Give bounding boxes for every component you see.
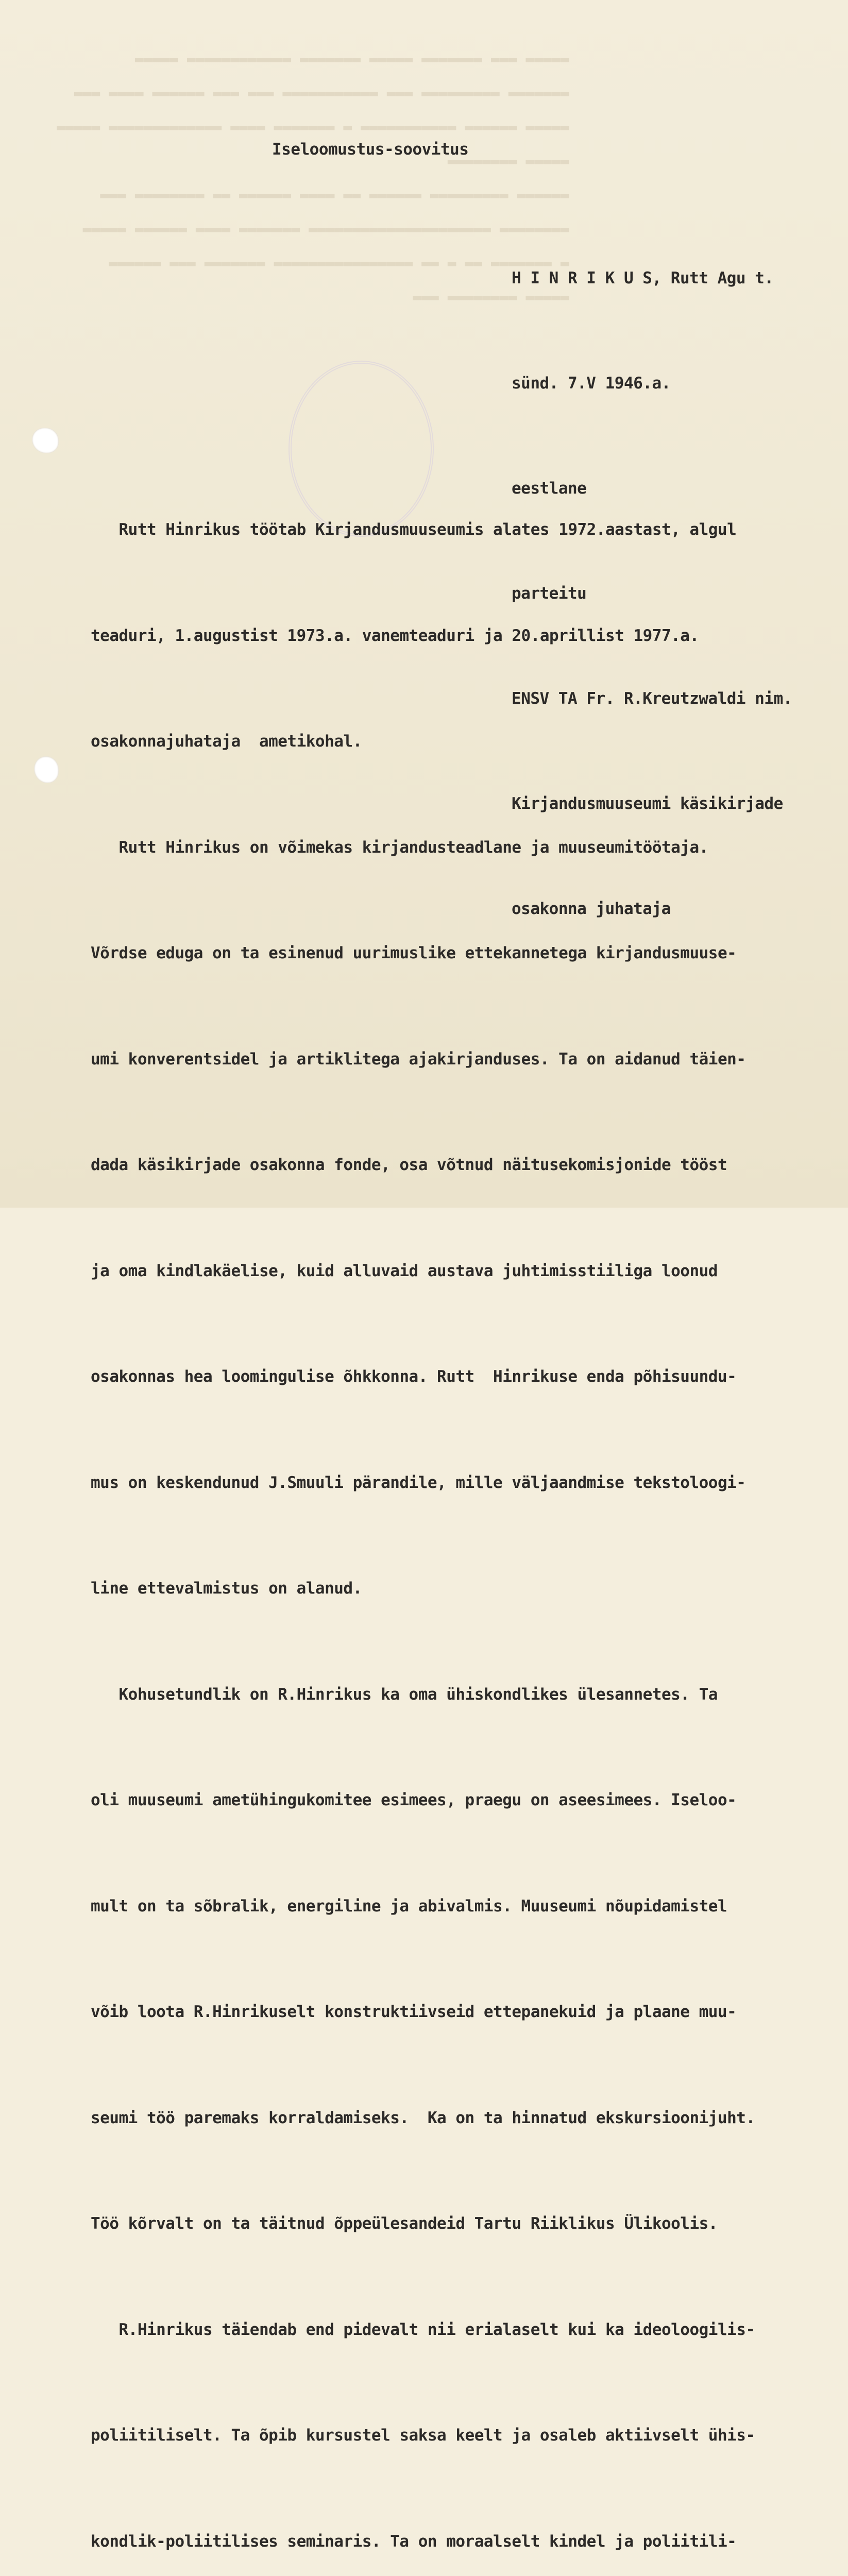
bleed-through-texture: ▬▬▬▬▬ ▬▬▬ ▬▬▬▬▬▬▬ ▬▬▬▬▬ ▬▬▬▬▬▬▬ ▬▬▬▬▬▬▬▬▬▬▬▬ ▬▬▬▬▬ ▬▬▬▬▬▬▬ ▬▬▬▬▬▬▬▬▬ ▬▬▬ ▬▬▬▬▬▬▬▬▬▬▬ ▬▬▬ ▬▬▬ ▬▬▬▬▬▬ ▬▬▬▬ ▬▬▬ ▬▬▬▬▬ ▬▬▬▬▬▬ ▬▬▬▬▬▬▬▬▬▬▬ ▬ ▬▬▬▬▬▬▬ ▬▬▬▬ ▬▬▬▬▬▬▬▬▬▬▬▬▬ ▬▬▬▬▬ ▬▬▬▬▬ ▬▬▬▬▬▬▬▬ ▬▬▬▬▬▬ ▬▬▬▬▬▬▬▬▬ ▬▬▬▬▬▬ ▬▬ ▬▬▬▬ ▬▬▬▬▬▬ ▬▬ ▬▬▬▬▬▬▬▬ ▬▬▬ ▬▬▬▬▬▬▬▬ ▬▬▬▬▬▬▬▬▬▬▬▬▬▬▬▬▬▬▬▬▬ ▬▬▬▬▬▬▬ ▬▬▬▬ ▬▬▬▬▬▬ ▬▬▬▬▬ ▬ ▬▬▬▬▬▬▬ ▬▬ ▬ ▬▬ ▬▬▬▬▬▬▬▬▬▬▬▬▬▬▬▬ ▬▬▬▬▬▬▬ ▬▬▬ ▬▬▬▬▬▬ ▬▬▬▬▬ ▬▬▬▬▬▬▬▬ ▬▬▬ bbox=[57, 50, 569, 306]
body-line: oli muuseumi ametühingukomitee esimees, praegu on aseesimees. Iseloo- bbox=[91, 1791, 737, 1809]
body-line: Töö kõrvalt on ta täitnud õppeülesandeid Tartu Riiklikus Ülikoolis. bbox=[91, 2214, 718, 2233]
header-line-nationality: eestlane bbox=[512, 479, 587, 498]
body-line: võib loota R.Hinrikuselt konstruktiivseid ettepanekuid ja plaane muu- bbox=[91, 2003, 737, 2021]
body-line: teaduri, 1.augustist 1973.a. vanemteaduri ja 20.aprillist 1977.a. bbox=[91, 626, 699, 645]
body-line: kondlik-poliitilises seminaris. Ta on moraalselt kindel ja poliitili- bbox=[91, 2532, 737, 2551]
header-line-institution: ENSV TA Fr. R.Kreutzwaldi nim. bbox=[512, 689, 792, 708]
body-line: Võrdse eduga on ta esinenud uurimuslike ettekannetega kirjandusmuuse- bbox=[91, 944, 737, 962]
header-line-name: H I N R I K U S, Rutt Agu t. bbox=[512, 269, 774, 287]
document-title: Iseloomustus-soovitus bbox=[272, 140, 469, 159]
body-line: umi konverentsidel ja artiklitega ajakirjanduses. Ta on aidanud täien- bbox=[91, 1049, 746, 1069]
body-line: Kohusetundlik on R.Hinrikus ka oma ühiskondlikes ülesannetes. Ta bbox=[91, 1685, 718, 1704]
header-line-position: osakonna juhataja bbox=[512, 900, 671, 918]
body-line: ja oma kindlakäelise, kuid alluvaid austava juhtimisstiiliga loonud bbox=[91, 1261, 718, 1280]
header-line-department: Kirjandusmuuseumi käsikirjade bbox=[512, 794, 783, 813]
body-line: mus on keskendunud J.Smuuli pärandile, mille väljaandmise tekstoloogi- bbox=[91, 1473, 746, 1492]
body-line: dada käsikirjade osakonna fonde, osa võtnud näitusekomisjonide tööst bbox=[91, 1156, 727, 1174]
body-line: line ettevalmistus on alanud. bbox=[91, 1579, 362, 1598]
body-line: osakonnajuhataja ametikohal. bbox=[91, 732, 362, 751]
body-line: Rutt Hinrikus on võimekas kirjandusteadlane ja muuseumitöötaja. bbox=[91, 838, 708, 857]
body-line: R.Hinrikus täiendab end pidevalt nii erialaselt kui ka ideoloogilis- bbox=[91, 2320, 755, 2339]
body-line: seumi töö paremaks korraldamiseks. Ka on ta hinnatud ekskursioonijuht. bbox=[91, 2108, 755, 2127]
punch-hole-bottom bbox=[34, 756, 59, 783]
body-line: poliitiliselt. Ta õpib kursustel saksa keelt ja osaleb aktiivselt ühis- bbox=[91, 2426, 755, 2445]
body-line: mult on ta sõbralik, energiline ja abivalmis. Muuseumi nõupidamistel bbox=[91, 1896, 727, 1916]
body-line: Rutt Hinrikus töötab Kirjandusmuuseumis alates 1972.aastast, algul bbox=[91, 520, 737, 539]
header-line-party: parteitu bbox=[512, 584, 587, 603]
header-line-birth: sünd. 7.V 1946.a. bbox=[512, 374, 671, 393]
punch-hole-top bbox=[32, 428, 59, 453]
body-line: osakonnas hea loomingulise õhkkonna. Rutt Hinrikuse enda põhisuundu- bbox=[91, 1367, 737, 1386]
body-text bbox=[91, 442, 755, 2576]
